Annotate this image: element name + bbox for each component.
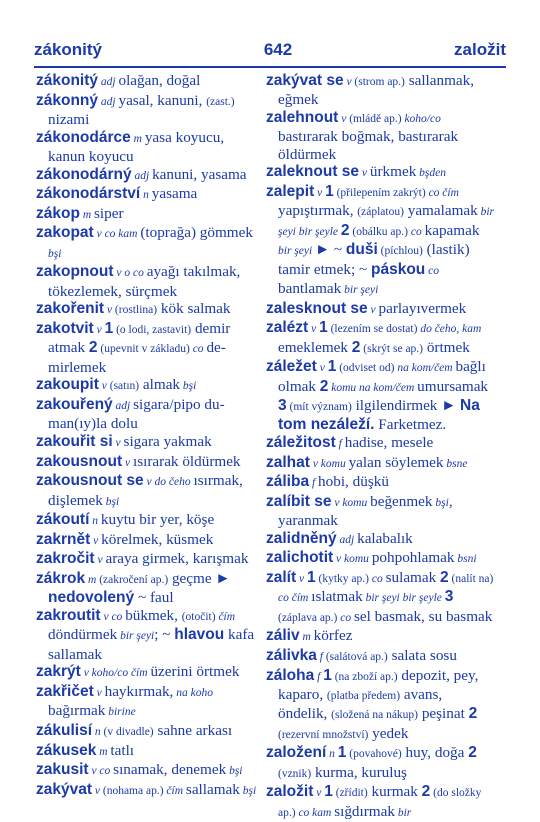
translation-text: örtmek [423, 338, 470, 356]
sense-note: (do složky ap.) [278, 787, 482, 819]
headword: zalít [266, 569, 297, 586]
sense-number: 3 [278, 397, 287, 415]
grammar-label: co [189, 343, 207, 356]
translation-text: hadise, mesele [344, 434, 434, 452]
phrase: duši [345, 241, 378, 259]
grammar-label: čím [163, 784, 186, 797]
phrase: Na tom nezáleží. [278, 397, 480, 434]
sense-number: 1 [323, 666, 332, 684]
phrase: hlavou [174, 626, 225, 644]
grammar-label: v [308, 323, 320, 336]
sense-note: (platba předem) [326, 690, 401, 702]
grammar-label: n [92, 725, 104, 738]
translation-text: salata sosu [387, 647, 457, 664]
dictionary-entry [266, 473, 494, 492]
translation-text: sel basmak, su basmak [354, 607, 493, 625]
sense-number: 2 [468, 705, 478, 723]
grammar-label: v [314, 187, 326, 199]
dictionary-entry [266, 783, 494, 822]
headword: zakřičet [36, 682, 94, 700]
dictionary-entry [36, 453, 264, 472]
headword: zákonodárný [36, 165, 132, 183]
headword: zákonodárce [36, 128, 131, 146]
dictionary-entry [36, 570, 264, 607]
grammar-label: bşi [102, 495, 120, 508]
translation-text: yedek [368, 724, 409, 742]
sense-number: 1 [307, 569, 316, 586]
dictionary-entry [266, 647, 494, 666]
translation-text: bağırmak [48, 702, 106, 720]
headword: záliba [266, 473, 310, 491]
sense-number: 1 [327, 358, 337, 376]
sense-note: (satın) [109, 380, 140, 393]
dictionary-entry [266, 109, 494, 163]
dictionary-entry [36, 761, 264, 780]
translation-text: ; ~ [154, 626, 175, 644]
translation-text: yamalamak [403, 202, 478, 220]
translation-text: kanuni, yasama [152, 165, 247, 183]
headword: zakouřený [36, 395, 113, 413]
grammar-label: bşi [432, 496, 449, 509]
sense-number: 2 [440, 569, 449, 586]
page-header [34, 36, 506, 64]
translation-text: üzerini örtmek [150, 663, 240, 681]
headword: zalíbit se [266, 492, 332, 510]
grammar-label: f [309, 477, 319, 490]
grammar-label: co [368, 573, 386, 585]
grammar-label: v [93, 686, 105, 699]
sense-note: (strom ap.) [354, 76, 405, 88]
headword: zakrnět [36, 530, 91, 548]
sense-number: 1 [325, 183, 334, 200]
translation-text: huy, doğa [401, 744, 469, 762]
grammar-label: co čím [278, 592, 312, 605]
grammar-label: bşi [48, 247, 62, 260]
dictionary-entry [36, 300, 264, 319]
grammar-label: m [299, 631, 314, 644]
translation-text: siper [94, 204, 124, 222]
translation-text: demirlemek [48, 339, 226, 376]
dictionary-entry [36, 550, 264, 569]
translation-text: emeklemek [278, 338, 352, 356]
headword: zákop [36, 204, 80, 222]
dictionary-entry [36, 72, 264, 91]
translation-text: pohpohlamak [371, 549, 455, 567]
grammar-label: v [296, 573, 308, 585]
grammar-label: bsni [454, 553, 477, 566]
translation-text: hobi, düşkü [318, 473, 389, 491]
dictionary-entry [36, 396, 264, 433]
sense-note: (obálku ap.) [349, 225, 408, 238]
sense-note: (vznik) [278, 767, 312, 780]
grammar-label: co [408, 225, 425, 238]
header-left-guide-word: zákonitý [34, 40, 103, 59]
translation-text: araya girmek, karışmak [105, 550, 249, 568]
grammar-label: bir [394, 806, 412, 819]
sense-note: (lezením se dostat) [327, 323, 418, 336]
sense-number: 2 [88, 339, 98, 357]
translation-text: tatlı [110, 741, 135, 759]
headword: zalehnout [266, 109, 339, 126]
grammar-label: m [85, 573, 100, 586]
dictionary-entry [36, 320, 264, 376]
headword: zakroutit [36, 606, 101, 624]
sense-note: (skrýt se ap.) [360, 342, 424, 355]
grammar-label: adj [112, 399, 134, 412]
grammar-label: v [367, 303, 379, 316]
translation-text: ısırarak öldürmek [132, 452, 241, 470]
translation-text: almak [139, 376, 181, 394]
grammar-label: bşden [416, 167, 447, 180]
grammar-label: n [326, 748, 338, 761]
headword: záležet [266, 358, 317, 376]
grammar-label: co čím [425, 187, 459, 199]
sense-note: (upevnit v základu) [97, 343, 190, 356]
translation-text: sulamak [385, 569, 441, 586]
sense-number: 2 [351, 338, 361, 356]
headword: zakročit [36, 550, 95, 568]
sense-note: (nalít na) [448, 573, 494, 585]
headword: zaleknout se [266, 163, 360, 181]
grammar-label: v co kam [93, 228, 141, 241]
translation-text: ilgilendirmek [351, 397, 442, 415]
grammar-label: n [140, 189, 152, 202]
dictionary-entry [266, 667, 494, 745]
grammar-label: m [130, 132, 145, 145]
sense-note: (kytky ap.) [315, 573, 369, 585]
translation-text: yasa koyucu, kanun koyucu [48, 128, 225, 165]
grammar-label: m [79, 208, 94, 221]
translation-text: haykırmak, [104, 682, 174, 700]
phrase: páskou [371, 260, 426, 278]
grammar-label: v [93, 323, 105, 336]
headword: zakořenit [36, 300, 105, 318]
translation-text: bastırarak boğmak, bastırarak öldürmek [278, 128, 459, 163]
translation-text: yalan söylemek [348, 453, 444, 471]
headword: zakoupit [36, 376, 99, 394]
grammar-label: v [316, 362, 328, 375]
translation-text: ürkmek [369, 163, 417, 181]
dictionary-entry [266, 358, 494, 434]
headword: záležitost [266, 434, 336, 452]
sense-note: (v divadle) [103, 725, 154, 738]
grammar-label: v [313, 787, 325, 800]
translation-text: sigara/pipo duman(ıy)la dolu [48, 395, 225, 433]
dictionary-entry [266, 549, 494, 568]
page-number: 642 [263, 40, 293, 59]
dictionary-entry [36, 376, 264, 395]
left-column [36, 72, 264, 800]
sense-number: 2 [319, 377, 329, 395]
translation-text: ısırmak, dişlemek [48, 472, 243, 509]
translation-text: ~ [330, 241, 346, 259]
headword: zalepit [266, 183, 315, 200]
dictionary-entry [36, 224, 264, 263]
dictionary-entry [266, 163, 494, 182]
dictionary-entry [36, 166, 264, 185]
sense-note: (mít význam) [286, 401, 352, 414]
translation-text: olağan, doğal [118, 72, 201, 89]
sense-note: (píchlou) [377, 245, 423, 258]
translation-text: demir atmak [48, 319, 231, 357]
grammar-label: bir şeyi [117, 630, 155, 643]
translation-text: (lastik) tamir etmek; ~ [278, 241, 470, 278]
dictionary-entry [36, 472, 264, 511]
grammar-label: v [343, 76, 355, 88]
dictionary-entry [36, 185, 264, 204]
sense-note: (o lodi, zastavit) [113, 323, 192, 336]
grammar-label: co [337, 611, 354, 624]
headword: zakousnout [36, 452, 123, 470]
dictionary-entry [36, 722, 264, 741]
dictionary-entry [266, 493, 494, 530]
dictionary-entry [266, 183, 494, 299]
translation-text: kapamak [424, 221, 480, 239]
translation-text: geçme [168, 569, 216, 587]
sense-note: (složená na nákup) [331, 709, 419, 722]
translation-text: yasama [151, 185, 198, 203]
headword: zákrok [36, 569, 86, 587]
sense-number: 1 [104, 319, 114, 337]
phrase: nedovolený [48, 589, 135, 607]
dictionary-entry [36, 511, 264, 530]
translation-text: yapıştırmak, [278, 202, 358, 220]
sense-note: (zřídit) [332, 787, 368, 800]
header-right-guide-word: založit [454, 40, 506, 59]
arrow-icon: ► [215, 569, 231, 587]
translation-text: , yaranmak [278, 492, 453, 530]
grammar-label: bir şeyi [341, 284, 379, 297]
translation-text: (toprağa) gömmek [140, 224, 253, 242]
translation-text: sahne arkası [153, 721, 233, 739]
grammar-label: v co [88, 765, 114, 778]
grammar-label: na koho [173, 686, 213, 699]
sense-note: (záplatou) [357, 206, 404, 219]
headword: zakrýt [36, 663, 81, 681]
sense-note: (rostlina) [114, 304, 158, 317]
translation-text: sınamak, denemek [113, 761, 227, 779]
translation-text: peşinat [418, 705, 469, 723]
headword: záloha [266, 666, 315, 684]
headword: zalézt [266, 319, 309, 337]
translation-text: ~ faul [134, 589, 174, 607]
dictionary-entry [266, 627, 494, 646]
sense-number: 2 [421, 783, 431, 801]
grammar-label: v [359, 167, 370, 180]
grammar-label: v [94, 554, 106, 567]
translation-text: kuytu bir yer, köşe [100, 511, 215, 529]
translation-text: depozit, pey, kaparo, [278, 666, 479, 703]
grammar-label: v koho/co čím [80, 667, 151, 680]
dictionary-entry [266, 454, 494, 473]
grammar-label: adj [336, 533, 358, 546]
sense-number: 2 [468, 744, 477, 762]
grammar-label: adj [131, 169, 153, 182]
translation-text: sallamak [185, 780, 240, 798]
dictionary-entry [36, 92, 264, 129]
arrow-icon: ► [315, 241, 331, 259]
right-column [266, 72, 494, 822]
translation-text: körfez [313, 627, 353, 645]
grammar-label: bşi [180, 380, 197, 393]
headword: zakývat se [266, 72, 344, 89]
translation-text: kurma, kuruluş [311, 763, 407, 781]
grammar-label: co kam [295, 806, 335, 819]
sense-note: (otočit) [181, 610, 216, 623]
headword: zakývat [36, 780, 93, 798]
headword: založit [266, 783, 314, 801]
translation-text: kafa sallamak [48, 626, 255, 663]
grammar-label: f [314, 670, 324, 683]
headword: zakopnout [36, 263, 114, 281]
sense-note: (přilepením zakrýt) [333, 187, 426, 199]
translation-text: Farketmez. [374, 416, 447, 434]
headword: zákonný [36, 91, 99, 109]
dictionary-entry [266, 72, 494, 109]
dictionary-entry [36, 742, 264, 761]
grammar-label: adj [98, 95, 119, 108]
translation-text: sığdırmak [334, 802, 395, 820]
dictionary-entry [36, 683, 264, 722]
grammar-label: bir şeyi bir şeyle [362, 592, 445, 605]
grammar-label: bşi [239, 784, 257, 797]
grammar-label: birine [105, 706, 136, 719]
header-divider [34, 66, 506, 68]
headword: zákusek [36, 741, 97, 759]
translation-text: kalabalık [357, 529, 413, 547]
dictionary-entry [36, 205, 264, 224]
sense-note: (salátová ap.) [325, 651, 388, 663]
headword: zalidněný [266, 529, 337, 547]
sense-note: (rezervní množství) [278, 728, 369, 741]
translation-text: kurmak [367, 783, 422, 801]
headword: zakouřit si [36, 432, 113, 450]
grammar-label: v [338, 113, 350, 125]
grammar-label: m [96, 745, 111, 758]
translation-text: ıslatmak [311, 588, 363, 606]
headword: záliv [266, 627, 300, 645]
dictionary-entry [266, 319, 494, 358]
grammar-label: v [104, 304, 115, 317]
headword: zakusit [36, 761, 89, 779]
grammar-label: v komu [333, 553, 372, 566]
grammar-label: koho/co [401, 113, 441, 125]
grammar-label: bir şeyi bir şeyle [278, 206, 495, 238]
translation-text: körelmek, küsmek [101, 530, 214, 548]
dictionary-entry [36, 531, 264, 550]
translation-text: bantlamak [278, 280, 342, 298]
translation-text: avans, öndelik, [278, 686, 443, 723]
dictionary-entry [36, 781, 264, 800]
dictionary-entry [36, 607, 264, 663]
grammar-label: f [316, 651, 326, 663]
dictionary-entry [266, 530, 494, 549]
dictionary-entry [266, 300, 494, 319]
sense-note: (nohama ap.) [102, 784, 164, 797]
headword: zalhat [266, 453, 310, 471]
grammar-label: komu na kom/čem [328, 381, 418, 394]
sense-number: 2 [340, 221, 350, 239]
grammar-label: v [112, 436, 124, 449]
dictionary-entry [36, 263, 264, 300]
sense-number: 1 [324, 783, 333, 801]
headword: založení [266, 744, 327, 762]
grammar-label: v [122, 456, 133, 469]
translation-text: döndürmek [48, 626, 118, 644]
sense-number: 3 [444, 588, 454, 606]
grammar-label: v do čeho [143, 476, 194, 489]
translation-text: sallanmak, eğmek [278, 72, 475, 109]
sense-note: (odviset od) [336, 362, 395, 375]
headword: zakopat [36, 224, 94, 242]
dictionary-entry [36, 663, 264, 682]
arrow-icon: ► [441, 397, 457, 415]
headword: zalichotit [266, 549, 334, 567]
grammar-label: do čeho, kam [417, 323, 482, 336]
translation-text: umursamak [417, 377, 489, 395]
translation-text: parlayıvermek [378, 299, 467, 317]
grammar-label: bşi [226, 765, 243, 778]
grammar-label: n [89, 515, 101, 528]
translation-text: sigara yakmak [123, 432, 212, 450]
grammar-label: bir şeyi [278, 245, 316, 258]
sense-number: 1 [319, 319, 328, 337]
dictionary-entry [36, 433, 264, 452]
dictionary-entry [266, 744, 494, 783]
translation-text: bükmek, [125, 606, 182, 624]
headword: zákoutí [36, 511, 90, 529]
grammar-label: f [335, 438, 345, 451]
sense-note: (na zboží ap.) [331, 670, 398, 683]
dictionary-entry [266, 434, 494, 453]
headword: zalesknout se [266, 299, 368, 317]
grammar-label: na kom/čem [394, 362, 456, 375]
headword: zálivka [266, 647, 317, 664]
headword: zákonodárství [36, 185, 141, 203]
translation-text: nizami [48, 111, 90, 128]
headword: zákulisí [36, 721, 92, 739]
translation-text: ayağı takılmak, tökezlemek, sürçmek [48, 263, 241, 300]
grammar-label: čím [215, 610, 236, 623]
grammar-label: v komu [309, 457, 349, 470]
grammar-label: v co [100, 610, 126, 623]
dictionary-entry [36, 129, 264, 166]
grammar-label: bsne [443, 457, 468, 470]
headword: zakousnout se [36, 472, 144, 490]
sense-note: (záplava ap.) [278, 611, 338, 624]
headword: zakotvit [36, 319, 94, 337]
translation-text: bağlı olmak [278, 358, 486, 395]
sense-note: (zakročení ap.) [99, 573, 169, 586]
sense-note: (mládě ap.) [349, 113, 402, 125]
translation-text: yasal, kanuni, [118, 91, 207, 109]
translation-text: kök salmak [157, 300, 231, 318]
grammar-label: v komu [331, 496, 371, 509]
sense-note: (povahové) [346, 748, 402, 761]
dictionary-entry [266, 569, 494, 627]
sense-number: 1 [337, 744, 347, 762]
grammar-label: adj [98, 76, 119, 88]
grammar-label: v [98, 380, 110, 393]
grammar-label: v [90, 534, 102, 547]
grammar-label: co [425, 264, 439, 277]
grammar-label: v [92, 784, 103, 797]
grammar-label: v o co [113, 267, 147, 280]
sense-note: (zast.) [206, 95, 235, 108]
translation-text: beğenmek [370, 492, 433, 510]
headword: zákonitý [36, 72, 99, 89]
